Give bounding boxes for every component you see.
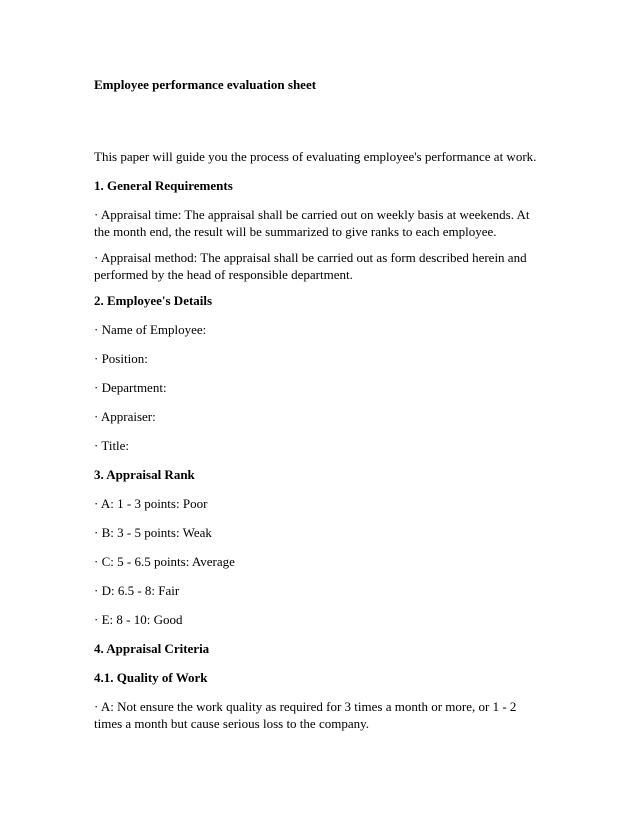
subsection-heading-quality-of-work: 4.1. Quality of Work <box>94 670 208 685</box>
detail-item-title: · Title: <box>94 438 130 453</box>
intro-paragraph: This paper will guide you the process of evaluating employee's performance at work. <box>94 149 537 164</box>
rank-item-e: · E: 8 - 10: Good <box>94 612 183 627</box>
detail-item-department: · Department: <box>94 380 167 395</box>
section-heading-appraisal-criteria: 4. Appraisal Criteria <box>94 641 210 656</box>
rank-item-b: · B: 3 - 5 points: Weak <box>94 525 212 540</box>
section-heading-employee-details: 2. Employee's Details <box>94 293 213 308</box>
appraisal-time-paragraph: · Appraisal time: The appraisal shall be carried out on weekly basis at weekends. At the month end, the result will be summarized to give ranks to each employee. <box>94 207 530 239</box>
section-heading-general-requirements: 1. General Requirements <box>94 178 233 193</box>
rank-item-a: · A: 1 - 3 points: Poor <box>94 496 208 511</box>
detail-item-appraiser: · Appraiser: <box>94 409 156 424</box>
criteria-item-a-paragraph: · A: Not ensure the work quality as required for 3 times a month or more, or 1 - 2 times a month but cause serious loss to the company. <box>94 699 517 731</box>
appraisal-method-paragraph: · Appraisal method: The appraisal shall be carried out as form described herein and performed by the head of responsible department. <box>94 250 527 282</box>
rank-item-c: · C: 5 - 6.5 points: Average <box>94 554 235 569</box>
detail-item-position: · Position: <box>94 351 148 366</box>
rank-item-d: · D: 6.5 - 8: Fair <box>94 583 180 598</box>
document-title: Employee performance evaluation sheet <box>94 77 317 92</box>
detail-item-name: · Name of Employee: <box>94 322 207 337</box>
section-heading-appraisal-rank: 3. Appraisal Rank <box>94 467 195 482</box>
